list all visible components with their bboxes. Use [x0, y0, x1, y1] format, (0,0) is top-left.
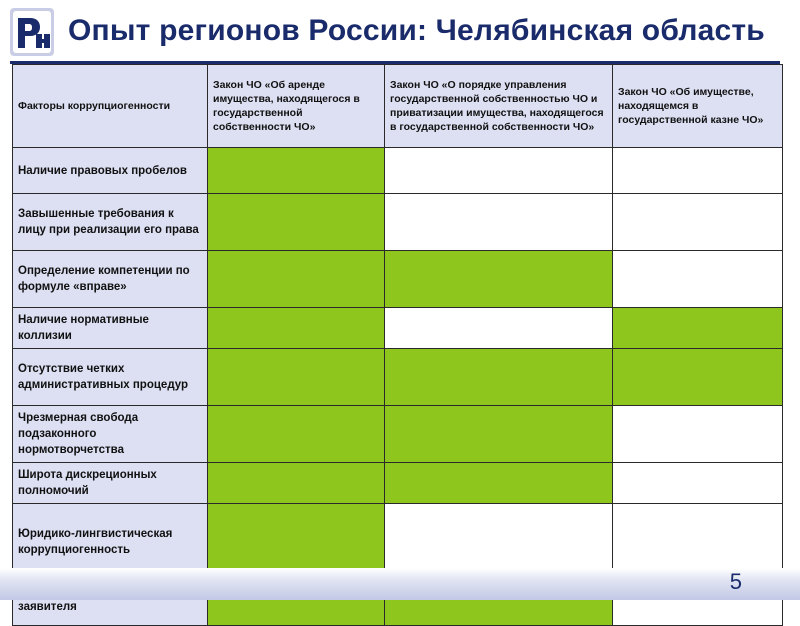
table-row [13, 463, 783, 504]
marked-cell [208, 148, 385, 194]
marked-cell [613, 349, 783, 406]
corruption-factors-table [12, 64, 783, 626]
hse-logo-icon [10, 8, 54, 56]
marked-cell [385, 406, 613, 463]
factor-cell: Широта дискреционных полномочий [13, 463, 208, 504]
empty-cell [613, 406, 783, 463]
footer-band [0, 568, 800, 600]
marked-cell [613, 308, 783, 349]
empty-cell [385, 148, 613, 194]
marked-cell [385, 251, 613, 308]
factor-cell: Наличие правовых пробелов [13, 148, 208, 194]
page-title: Опыт регионов России: Челябинская область [68, 14, 765, 47]
marked-cell [208, 406, 385, 463]
factor-cell: Завышенные требования к лицу при реализации его права [13, 194, 208, 251]
table-header-row [13, 65, 783, 148]
factor-cell: Юридико-лингвистическая коррупциогенность [13, 504, 208, 581]
marked-cell [208, 308, 385, 349]
empty-cell [613, 148, 783, 194]
page-number: 5 [729, 569, 742, 594]
table-row [13, 406, 783, 463]
empty-cell [385, 194, 613, 251]
marked-cell [208, 463, 385, 504]
table-row [13, 308, 783, 349]
factor-cell: Чрезмерная свобода подзаконного нормотворчетства [13, 406, 208, 463]
factor-cell: Определение компетенции по формуле «вправе» [13, 251, 208, 308]
marked-cell [385, 349, 613, 406]
header-law-treasury: Закон ЧО «Об имуществе, находящемся в государственной казне ЧО» [613, 65, 783, 148]
table-row [13, 194, 783, 251]
marked-cell [385, 463, 613, 504]
marked-cell [208, 251, 385, 308]
table-row [13, 148, 783, 194]
factor-cell: заявителя [13, 581, 208, 626]
empty-cell [613, 463, 783, 504]
header-factors: Факторы коррупциогенности [13, 65, 208, 148]
factor-cell: Наличие нормативные коллизии [13, 308, 208, 349]
empty-cell [613, 194, 783, 251]
table-row [13, 251, 783, 308]
factor-cell: Отсутствие четких административных процедур [13, 349, 208, 406]
header-law-lease: Закон ЧО «Об аренде имущества, находящегося в государственной собственности ЧО» [208, 65, 385, 148]
marked-cell [208, 194, 385, 251]
empty-cell [385, 308, 613, 349]
header-law-management: Закон ЧО «О порядке управления государственной собственностью ЧО и приватизации имущества, находящегося в государственной собственности ЧО» [385, 65, 613, 148]
empty-cell [613, 251, 783, 308]
table-row [13, 349, 783, 406]
marked-cell [208, 349, 385, 406]
